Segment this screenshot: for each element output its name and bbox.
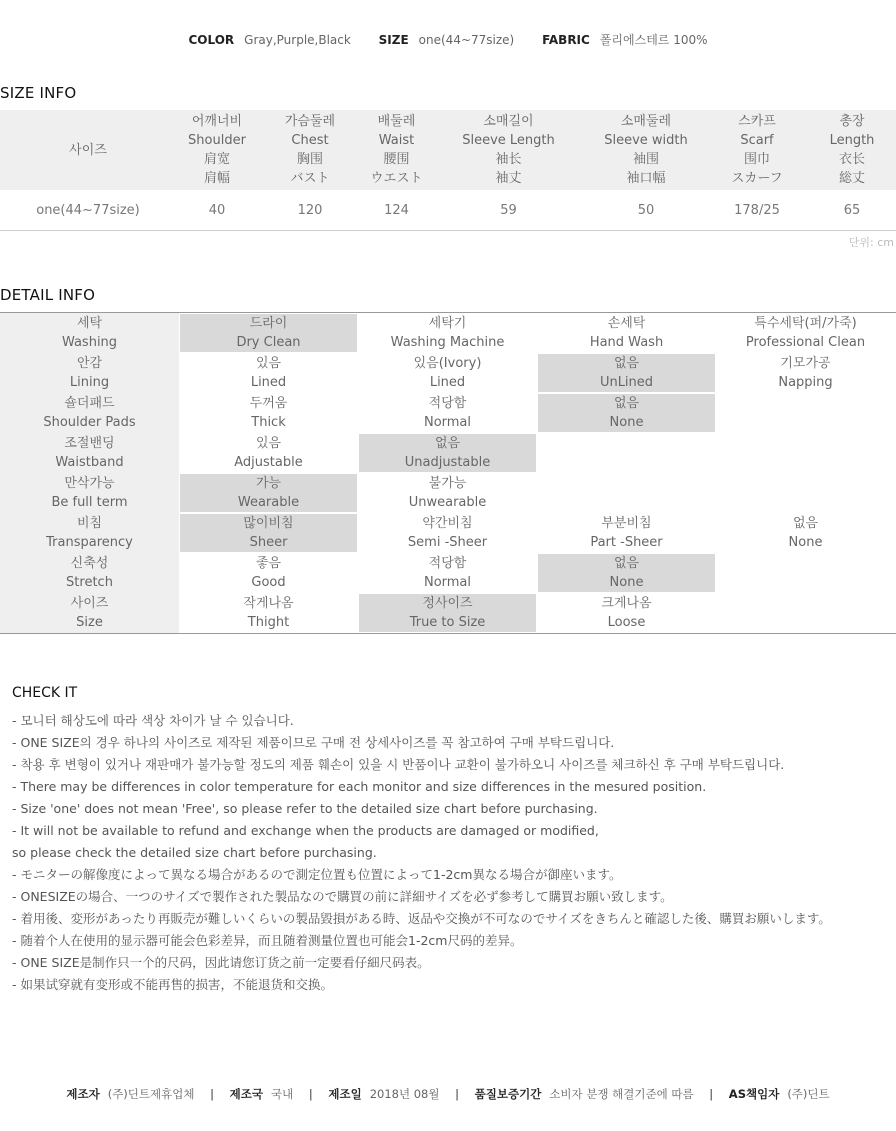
detail-option-en: Part -Sheer	[590, 535, 663, 550]
detail-option-ko: 가능	[255, 476, 282, 491]
detail-option	[179, 553, 358, 593]
detail-option-box	[359, 594, 536, 632]
detail-option	[716, 553, 895, 593]
detail-option-box	[180, 354, 357, 392]
detail-option-box	[538, 474, 715, 512]
detail-option-box	[538, 354, 715, 392]
detail-option	[537, 433, 716, 473]
col-ja: バスト	[290, 171, 330, 186]
size-value: 50	[586, 190, 706, 231]
product-specs	[0, 31, 896, 48]
check-it-line: - Size 'one' does not mean 'Free', so please refer to the detailed size chart before purchasing.	[12, 801, 598, 816]
detail-row	[0, 393, 896, 433]
color-label: COLOR	[188, 33, 235, 47]
size-corner-label: 사이즈	[0, 110, 176, 190]
detail-option	[716, 353, 895, 393]
detail-label-ko: 숄더패드	[64, 396, 115, 411]
check-it-line: - There may be differences in color temperature for each monitor and size differences in the mesured position.	[12, 779, 707, 794]
detail-option-ko: 크게나옴	[601, 596, 652, 611]
size-col-chest	[258, 110, 362, 190]
detail-option-box	[538, 394, 715, 432]
detail-label-en: Size	[76, 615, 103, 630]
detail-option-ko: 정사이즈	[422, 596, 473, 611]
detail-option-selected	[179, 313, 358, 353]
detail-label-en: Be full term	[51, 495, 128, 510]
detail-option-box	[359, 474, 536, 512]
detail-option-box	[717, 514, 894, 552]
detail-option-ko: 없음	[613, 396, 640, 411]
footer-separator: |	[210, 1087, 214, 1101]
size-header-row	[0, 110, 896, 190]
size-value: one(44~77size)	[418, 33, 515, 47]
size-values-row	[0, 190, 896, 231]
detail-row	[0, 553, 896, 593]
size-value: 40	[176, 190, 258, 231]
detail-option-en: None	[609, 575, 644, 590]
detail-option	[358, 353, 537, 393]
detail-option-ko: 기모가공	[780, 356, 831, 371]
detail-label-en: Transparency	[46, 535, 133, 550]
detail-option-ko: 좋음	[255, 556, 282, 571]
col-ko: 배둘레	[377, 114, 416, 129]
detail-option-box	[717, 554, 894, 592]
col-ja: 肩幅	[203, 171, 230, 186]
detail-row-label	[0, 553, 179, 593]
detail-option-en: UnLined	[599, 375, 654, 390]
size-info-table	[0, 110, 896, 231]
detail-option-ko: 불가능	[428, 476, 467, 491]
detail-option-box	[359, 394, 536, 432]
size-label: SIZE	[378, 33, 409, 47]
detail-option	[716, 393, 895, 433]
detail-option-ko: 적당함	[428, 396, 467, 411]
detail-row	[0, 353, 896, 393]
detail-row	[0, 433, 896, 473]
detail-option-box	[180, 594, 357, 632]
size-col-sleeve-length	[431, 110, 586, 190]
warranty-label: 품질보증기간	[474, 1087, 542, 1101]
detail-option-box	[717, 394, 894, 432]
check-it-line: - ONE SIZE是制作只一个的尺码，因此请您订货之前一定要看仔細尺码表。	[12, 955, 430, 970]
fabric-value: 폴리에스테르 100%	[599, 33, 708, 47]
detail-row-label	[0, 513, 179, 553]
detail-option-ko: 있음(Ivory)	[413, 356, 482, 371]
check-it-line: - ONESIZEの場合、一つのサイズで製作された製品なので購買の前に詳細サイズを必ず参考して購買お願い致します。	[12, 889, 673, 904]
col-ko: 가슴둘레	[284, 114, 336, 129]
detail-option-selected	[179, 513, 358, 553]
detail-option-ko: 있음	[255, 356, 282, 371]
detail-option-en: Wearable	[237, 495, 300, 510]
detail-option-en: Thight	[247, 615, 290, 630]
size-value: 178/25	[706, 190, 808, 231]
col-ko: 소매길이	[483, 114, 534, 129]
detail-option-box	[359, 434, 536, 472]
detail-option-en: Hand Wash	[589, 335, 664, 350]
detail-option-box	[538, 594, 715, 632]
detail-option-box	[359, 554, 536, 592]
detail-option-en: Lined	[250, 375, 287, 390]
detail-option-en: None	[788, 535, 823, 550]
size-value: 124	[362, 190, 431, 231]
detail-label-en: Stretch	[66, 575, 113, 590]
detail-row-label	[0, 433, 179, 473]
col-en: Shoulder	[188, 133, 246, 148]
detail-option-ko: 두꺼움	[249, 396, 288, 411]
size-value: 59	[431, 190, 586, 231]
detail-option-en: Sheer	[249, 535, 288, 550]
col-en: Sleeve Length	[462, 133, 555, 148]
detail-option	[358, 553, 537, 593]
check-it-title: CHECK IT	[12, 685, 78, 701]
footer-separator: |	[709, 1087, 714, 1101]
detail-option	[358, 313, 537, 353]
detail-option	[716, 313, 895, 353]
footer-separator: |	[455, 1087, 460, 1101]
detail-option-en: Normal	[423, 575, 472, 590]
col-zh: 胸围	[296, 152, 323, 167]
as-label: AS책임자	[728, 1087, 780, 1101]
detail-option-en: Thick	[251, 415, 286, 430]
detail-option-en: Loose	[607, 615, 646, 630]
size-value: 65	[808, 190, 896, 231]
detail-option-box	[180, 514, 357, 552]
detail-option-selected	[179, 473, 358, 513]
footer-info	[0, 1086, 896, 1102]
detail-option-en: Unadjustable	[404, 455, 491, 470]
col-zh: 肩宽	[203, 152, 230, 167]
col-ko: 총장	[839, 114, 865, 129]
col-en: Waist	[378, 133, 415, 148]
detail-option	[179, 593, 358, 633]
col-zh: 袖围	[632, 152, 659, 167]
detail-option-ko: 없음	[434, 436, 461, 451]
check-it-line: - モニターの解像度によって異なる場合があるので測定位置も位置によって1-2cm異なる場合が御座います。	[12, 867, 622, 882]
warranty-value: 소비자 분쟁 해결기준에 따름	[549, 1087, 694, 1101]
detail-option	[179, 393, 358, 433]
detail-label-ko: 사이즈	[70, 596, 109, 611]
detail-label-ko: 세탁	[76, 316, 103, 331]
col-ja: スカーフ	[731, 171, 783, 186]
detail-option-selected	[358, 593, 537, 633]
color-value: Gray,Purple,Black	[244, 33, 351, 47]
col-ko: 스카프	[738, 114, 776, 129]
detail-option-selected	[537, 393, 716, 433]
detail-option	[716, 513, 895, 553]
check-it-line: so please check the detailed size chart before purchasing.	[12, 845, 377, 860]
detail-row-label	[0, 393, 179, 433]
detail-option-ko: 특수세탁(퍼/가죽)	[754, 316, 857, 331]
size-row-label: one(44~77size)	[0, 190, 176, 231]
detail-option-en: Semi -Sheer	[407, 535, 488, 550]
detail-option-box	[538, 514, 715, 552]
detail-option-ko: 작게나옴	[243, 596, 294, 611]
col-en: Length	[829, 133, 875, 148]
detail-option-ko: 없음	[792, 516, 819, 531]
detail-option-en: Lined	[429, 375, 466, 390]
check-it-line: - It will not be available to refund and exchange when the products are damaged or modified,	[12, 823, 599, 838]
detail-option-selected	[358, 433, 537, 473]
detail-option-box	[717, 594, 894, 632]
detail-option-en: Unwearable	[408, 495, 487, 510]
detail-option-ko: 적당함	[428, 556, 467, 571]
detail-option	[537, 593, 716, 633]
detail-option-ko: 세탁기	[428, 316, 467, 331]
detail-label-en: Waistband	[55, 455, 124, 470]
detail-option-box	[359, 314, 536, 352]
size-col-shoulder	[176, 110, 258, 190]
detail-option-ko: 없음	[613, 356, 640, 371]
detail-option-en: None	[609, 415, 644, 430]
col-zh: 袖长	[495, 152, 522, 167]
detail-option-en: Washing Machine	[390, 335, 505, 350]
detail-option-ko: 있음	[255, 436, 282, 451]
detail-option-selected	[537, 553, 716, 593]
detail-option	[179, 353, 358, 393]
col-ko: 어깨너비	[191, 114, 243, 129]
detail-info-title: DETAIL INFO	[0, 286, 96, 304]
detail-option-ko: 드라이	[249, 316, 288, 331]
col-en: Scarf	[740, 133, 774, 148]
detail-row	[0, 473, 896, 513]
check-it-line: - 随着个人在使用的显示器可能会色彩差异，而且随着测量位置也可能会1-2cm尺码的差异。	[12, 933, 523, 948]
col-ja: 袖口幅	[626, 171, 666, 186]
size-unit-note: 단위: cm	[848, 236, 894, 249]
detail-label-en: Washing	[61, 335, 118, 350]
detail-option	[358, 393, 537, 433]
as-value: (주)딘트	[787, 1087, 830, 1101]
detail-option-box	[538, 554, 715, 592]
detail-option-en: Good	[251, 575, 286, 590]
col-ja: ウエスト	[370, 171, 423, 186]
detail-option	[537, 513, 716, 553]
maker-label: 제조자	[66, 1087, 100, 1101]
fabric-label: FABRIC	[542, 33, 590, 47]
detail-row-label	[0, 313, 179, 353]
detail-option-box	[180, 394, 357, 432]
detail-label-en: Shoulder Pads	[43, 415, 136, 430]
detail-option	[537, 473, 716, 513]
detail-option	[716, 473, 895, 513]
size-col-scarf	[706, 110, 808, 190]
col-ja: 総丈	[838, 171, 865, 186]
detail-label-en: Lining	[69, 375, 110, 390]
detail-row	[0, 513, 896, 553]
col-zh: 围巾	[743, 152, 770, 167]
detail-option-box	[717, 434, 894, 472]
col-en: Sleeve width	[604, 133, 688, 148]
col-zh: 衣长	[838, 152, 865, 167]
detail-label-ko: 비침	[76, 516, 103, 531]
check-it-line: - 如果试穿就有变形或不能再售的损害，不能退货和交换。	[12, 977, 333, 992]
check-it-list	[12, 710, 892, 996]
detail-option-box	[538, 314, 715, 352]
check-it-line: - ONE SIZE의 경우 하나의 사이즈로 제작된 제품이므로 구매 전 상세사이즈를 꼭 참고하여 구매 부탁드립니다.	[12, 735, 615, 750]
detail-option-selected	[537, 353, 716, 393]
detail-label-ko: 안감	[76, 356, 103, 371]
check-it-line: - 모니터 해상도에 따라 색상 차이가 날 수 있습니다.	[12, 713, 294, 728]
check-it-line: - 着用後、変形があったり再販売が難しいくらいの製品毀損がある時、返品や交換が不可なのでサイズをきちんと確認した後、購買お願いします。	[12, 911, 831, 926]
country-value: 국내	[270, 1087, 294, 1101]
footer-separator: |	[308, 1087, 313, 1101]
detail-option-box	[359, 354, 536, 392]
country-label: 제조국	[229, 1087, 263, 1101]
detail-option-box	[180, 314, 357, 352]
detail-option	[179, 433, 358, 473]
size-col-length	[808, 110, 896, 190]
detail-label-ko: 만삭가능	[64, 476, 115, 491]
detail-row	[0, 593, 896, 633]
maker-value: (주)딘트제휴업체	[107, 1087, 195, 1101]
detail-option-box	[180, 434, 357, 472]
detail-option	[716, 593, 895, 633]
size-col-waist	[362, 110, 431, 190]
detail-option-en: True to Size	[409, 615, 486, 630]
detail-option	[716, 433, 895, 473]
date-value: 2018년 08월	[369, 1087, 440, 1101]
col-zh: 腰围	[383, 152, 410, 167]
detail-option-en: Napping	[778, 375, 833, 390]
detail-option-box	[538, 434, 715, 472]
detail-option-box	[717, 354, 894, 392]
detail-option-en: Normal	[423, 415, 472, 430]
detail-option-en: Dry Clean	[236, 335, 301, 350]
size-col-sleeve-width	[586, 110, 706, 190]
detail-row	[0, 313, 896, 353]
detail-option-ko: 약간비침	[422, 516, 473, 531]
detail-option-ko: 많이비침	[243, 516, 294, 531]
detail-row-label	[0, 353, 179, 393]
detail-option	[358, 513, 537, 553]
detail-info-grid	[0, 312, 896, 634]
size-value: 120	[258, 190, 362, 231]
col-ja: 袖丈	[495, 171, 522, 186]
detail-option	[537, 313, 716, 353]
detail-row-label	[0, 473, 179, 513]
detail-option-ko: 부분비침	[601, 516, 652, 531]
detail-option-ko: 없음	[613, 556, 640, 571]
detail-option-box	[180, 474, 357, 512]
check-it-line: - 착용 후 변형이 있거나 재판매가 불가능할 정도의 제품 훼손이 있을 시 반품이나 교환이 불가하오니 사이즈를 체크하신 후 구매 부탁드립니다.	[12, 757, 785, 772]
col-en: Chest	[291, 133, 329, 148]
detail-option-box	[359, 514, 536, 552]
col-ko: 소매둘레	[620, 114, 672, 129]
detail-option-ko: 손세탁	[607, 316, 646, 331]
detail-row-label	[0, 593, 179, 633]
date-label: 제조일	[328, 1087, 362, 1101]
detail-option-en: Adjustable	[234, 455, 303, 470]
detail-label-ko: 신축성	[70, 556, 109, 571]
detail-label-ko: 조절밴딩	[64, 436, 115, 451]
size-info-title: SIZE INFO	[0, 84, 77, 102]
detail-option-box	[717, 474, 894, 512]
detail-option-en: Professional Clean	[745, 335, 866, 350]
detail-option-box	[717, 314, 894, 352]
detail-option-box	[180, 554, 357, 592]
detail-option	[358, 473, 537, 513]
